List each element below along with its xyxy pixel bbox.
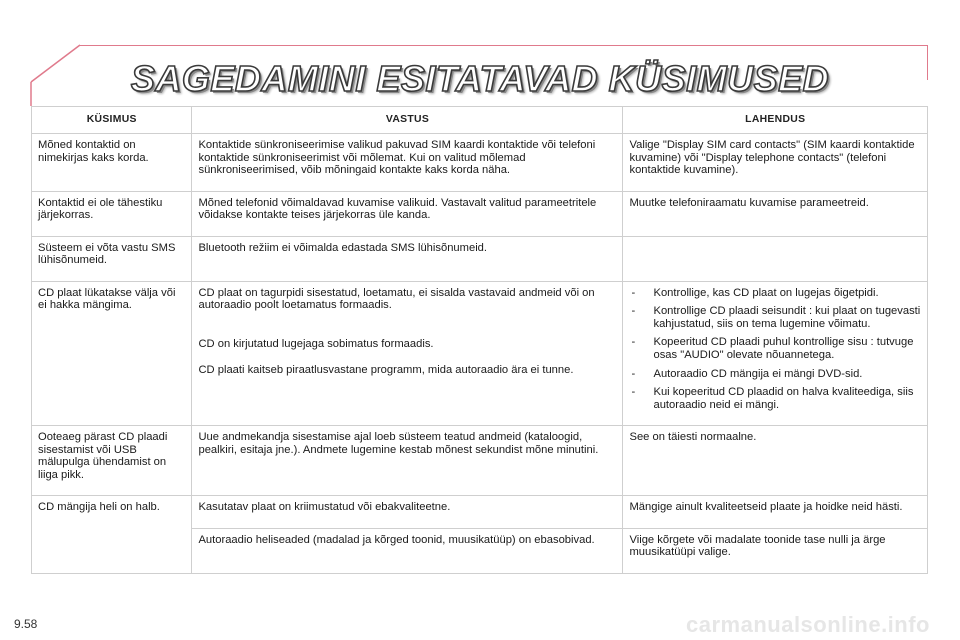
- solution-item: - Kontrollige CD plaadi seisundit : kui plaat on tugevasti kahjustatud, siis on tema lugemine võimatu.: [629, 305, 921, 330]
- solution-cell: Mängige ainult kvaliteetseid plaate ja hoidke neid hästi.: [623, 496, 928, 529]
- header-solution: LAHENDUS: [623, 107, 928, 134]
- solution-cell: See on täiesti normaalne.: [623, 426, 928, 496]
- solution-cell: [623, 236, 928, 281]
- solution-list: [629, 287, 921, 411]
- table-row: [32, 281, 928, 425]
- table-row: [32, 191, 928, 236]
- question-cell: CD mängija heli on halb.: [32, 496, 192, 574]
- solution-item: - Kui kopeeritud CD plaadid on halva kvaliteediga, siis autoraadio neid ei mängi.: [629, 386, 921, 411]
- answer-text: Uue andmekandja sisestamise ajal loeb süsteem teatud andmeid (kataloogid, pealkiri, esitaja jne.). Andmete lugemine kestab mõnest sekundist mõne minutini.: [198, 431, 599, 456]
- header-answer: VASTUS: [192, 107, 623, 134]
- solution-item: - Kopeeritud CD plaadi puhul kontrollige sisu : tutvuge osas "AUDIO" olevate nõuannetega.: [629, 336, 921, 361]
- answer-text: CD plaati kaitseb piraatlusvastane programm, mida autoraadio ära ei tunne.: [198, 364, 574, 377]
- page-title: SAGEDAMINI ESITATAVAD KÜSIMUSED: [130, 58, 830, 99]
- answer-cell: [192, 281, 623, 425]
- solution-cell: Viige kõrgete või madalate toonide tase nulli ja ärge muusikatüüpi valige.: [623, 528, 928, 573]
- header-question: KÜSIMUS: [32, 107, 192, 134]
- answer-text: Kontaktide sünkroniseerimise valikud pakuvad SIM kaardi kontaktide või telefoni kontaktide sünkroniseerimist või mõlemat. Kui on valitud mõlemad sünkroniseerimised, võib mõningaid kontakte kaks korda näha.: [198, 139, 596, 177]
- solution-cell: Valige "Display SIM card contacts" (SIM kaardi kontaktide kuvamine) või "Display telephone contacts" (telefoni kontaktide kuvamine).: [623, 134, 928, 192]
- table-row: [32, 134, 928, 192]
- answer-cell: [192, 528, 623, 573]
- table-header-row: [32, 107, 928, 134]
- question-cell: Mõned kontaktid on nimekirjas kaks korda.: [32, 134, 192, 192]
- answer-cell: [192, 191, 623, 236]
- solution-item: - Autoraadio CD mängija ei mängi DVD-sid.: [629, 368, 921, 381]
- solution-cell: Muutke telefoniraamatu kuvamise parameetreid.: [623, 191, 928, 236]
- answer-cell: [192, 134, 623, 192]
- answer-text: Kasutatav plaat on kriimustatud või ebakvaliteetne.: [198, 501, 451, 514]
- faq-table: [31, 106, 928, 574]
- solution-item: - Kontrollige, kas CD plaat on lugejas õigetpidi.: [629, 287, 921, 300]
- question-cell: Ooteaeg pärast CD plaadi sisestamist või USB mälupulga ühendamist on liiga pikk.: [32, 426, 192, 496]
- table-row: [32, 236, 928, 281]
- question-cell: CD plaat lükatakse välja või ei hakka mängima.: [32, 281, 192, 425]
- answer-text: Bluetooth režiim ei võimalda edastada SMS lühisõnumeid.: [198, 241, 488, 254]
- answer-text: Autoraadio heliseaded (madalad ja kõrged toonid, muusikatüüp) on ebasobivad.: [198, 533, 595, 546]
- question-cell: Süsteem ei võta vastu SMS lühisõnumeid.: [32, 236, 192, 281]
- answer-cell: [192, 236, 623, 281]
- answer-text: CD plaat on tagurpidi sisestatud, loetamatu, ei sisalda vastavaid andmeid või on autoraadio poolt loetamatus formaadis.: [198, 286, 595, 312]
- question-cell: Kontaktid ei ole tähestiku järjekorras.: [32, 191, 192, 236]
- answer-cell: [192, 426, 623, 496]
- solution-cell: [623, 281, 928, 425]
- table-row: [32, 496, 928, 529]
- watermark: carmanualsonline.info: [686, 612, 930, 637]
- page-number: 9.58: [14, 617, 38, 631]
- table-row: [32, 426, 928, 496]
- answer-cell: [192, 496, 623, 529]
- answer-text: Mõned telefonid võimaldavad kuvamise valikuid. Vastavalt valitud parameetritele võidakse kontakte teises järjekorras üle kanda.: [198, 196, 597, 222]
- answer-text: CD on kirjutatud lugejaga sobimatus formaadis.: [198, 337, 434, 350]
